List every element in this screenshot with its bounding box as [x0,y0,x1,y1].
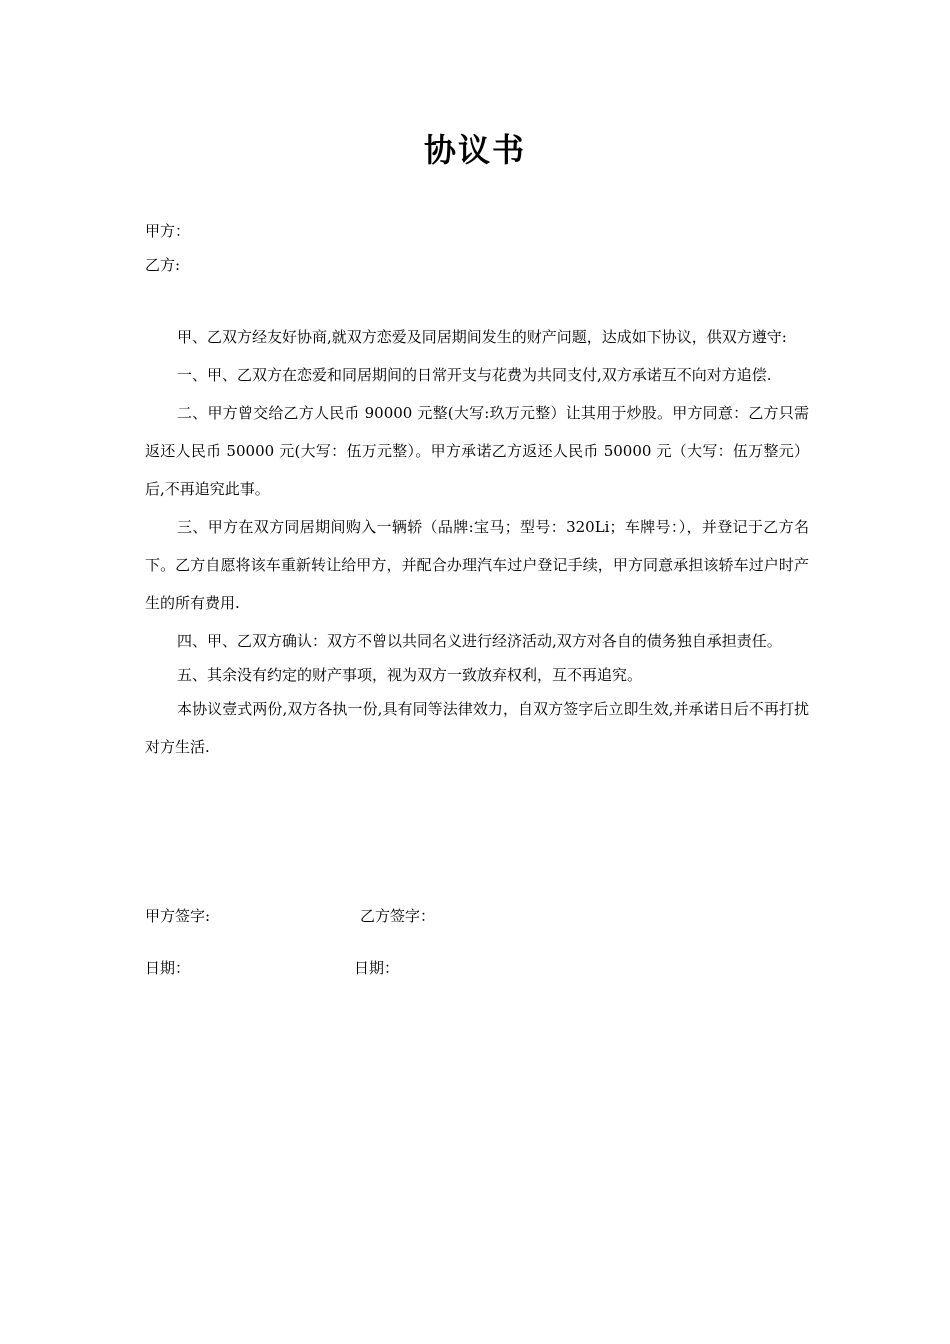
party-b-signature-label: 乙方签字： [360,907,436,925]
agreement-body [145,318,809,766]
clause-5-paragraph: 五、其余没有约定的财产事项，视为双方一致放弃权利，互不再追究。 [177,666,643,684]
clause-3-paragraph: 三、甲方在双方同居期间购入一辆轿（品牌:宝马；型号：320Li；车牌号：），并登记于乙方名下。乙方自愿将该车重新转让给甲方，并配合办理汽车过户登记手续，甲方同意承担该轿车过户时产生的所有费用. [145,518,809,612]
clause-2-paragraph: 二、甲方曾交给乙方人民币 90000 元整(大写:玖万元整）让其用于炒股。甲方同意：乙方只需返还人民币 50000 元(大写：伍万元整）。甲方承诺乙方返还人民币 50000 元（大写：伍万整元）后,不再追究此事。 [145,404,809,498]
document-title: 协议书 [423,131,526,169]
party-a-label: 甲方： [145,222,191,240]
party-a-date-label: 日期： [145,959,191,977]
clause-4-paragraph: 四、甲、乙双方确认：双方不曾以共同名义进行经济活动,双方对各自的债务独自承担责任。 [177,632,782,650]
party-a-signature-label: 甲方签字: [145,907,211,925]
party-b-label: 乙方: [145,256,181,274]
preamble-paragraph: 甲、乙双方经友好协商,就双方恋爱及同居期间发生的财产问题，达成如下协议，供双方遵守: [177,328,787,346]
closing-paragraph: 本协议壹式两份,双方各执一份,具有同等法律效力，自双方签字后立即生效,并承诺日后不再打扰对方生活. [145,700,809,756]
party-b-date-label: 日期： [354,959,400,977]
clause-1-paragraph: 一、甲、乙双方在恋爱和同居期间的日常开支与花费为共同支付,双方承诺互不向对方追偿. [177,366,772,384]
